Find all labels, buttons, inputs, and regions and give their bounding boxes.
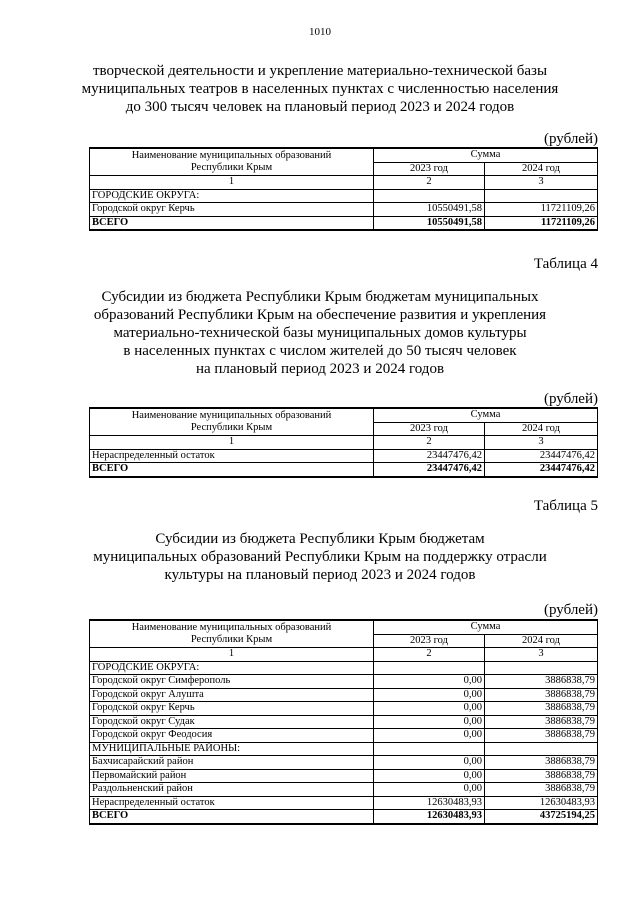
group-label: ГОРОДСКИЕ ОКРУГА: [90,661,374,675]
section1-units: (рублей) [543,131,598,147]
row-value-2024: 3886838,79 [485,756,598,770]
section2-title-line: на плановый период 2023 и 2024 годов [195,361,445,377]
header-sum-cell: Сумма [374,408,598,422]
table-row [90,688,598,702]
group-row [90,189,598,203]
row-value-2024: 3886838,79 [485,769,598,783]
row-value-2023: 0,00 [374,702,485,716]
section1-title-line: творческой деятельности и укрепление материально-технической базы [92,63,548,79]
total-row [90,463,598,477]
column-number: 1 [90,436,374,450]
header-name-line: Республики Крым [190,422,273,433]
section3-title-line: муниципальных образований Республики Крым на поддержку отрасли [93,549,547,565]
section2-title-line: Субсидии из бюджета Республики Крым бюджетам муниципальных [101,289,539,305]
row-value-2023: 0,00 [374,783,485,797]
section2-units: (рублей) [543,391,598,407]
section2-title [0,288,640,378]
total-2023: 23447476,42 [374,463,485,477]
row-name: Нераспределенный остаток [90,449,374,463]
row-name: Городской округ Феодосия [90,729,374,743]
row-value-2023: 12630483,93 [374,796,485,810]
header-name-cell [90,148,374,176]
row-value-2023: 0,00 [374,715,485,729]
row-value-2023: 0,00 [374,756,485,770]
section3-units: (рублей) [543,602,598,618]
row-value-2023: 0,00 [374,729,485,743]
row-name: Раздольненский район [90,783,374,797]
row-name: Городской округ Керчь [90,702,374,716]
group-label: ГОРОДСКИЕ ОКРУГА: [90,189,374,203]
table-5-label: Таблица 5 [533,498,598,514]
group-label: МУНИЦИПАЛЬНЫЕ РАЙОНЫ: [90,742,374,756]
section1-title-line: муниципальных театров в населенных пунктах с численностью населения [81,81,559,97]
total-label: ВСЕГО [90,463,374,477]
row-value-2024: 3886838,79 [485,675,598,689]
row-value-2024: 3886838,79 [485,688,598,702]
row-value-2024: 23447476,42 [485,449,598,463]
section1-title-line: до 300 тысяч человек на плановый период 2023 и 2024 годов [125,99,515,115]
row-value-2024: 11721109,26 [485,203,598,217]
column-number: 3 [485,176,598,190]
total-2023: 10550491,58 [374,216,485,230]
total-row [90,216,598,230]
column-number-row [90,648,598,662]
table-row [90,756,598,770]
header-name-line: Республики Крым [190,634,273,645]
group-row [90,742,598,756]
total-label: ВСЕГО [90,216,374,230]
header-year-2023: 2023 год [374,162,485,176]
column-number: 2 [374,648,485,662]
total-label: ВСЕГО [90,810,374,824]
total-2023: 12630483,93 [374,810,485,824]
section2-table [89,407,598,478]
group-row [90,661,598,675]
header-sum-cell: Сумма [374,620,598,634]
column-number: 3 [485,648,598,662]
total-2024: 11721109,26 [485,216,598,230]
table-row [90,783,598,797]
row-name: Городской округ Судак [90,715,374,729]
page-number: 1010 [309,26,331,38]
row-name: Городской округ Керчь [90,203,374,217]
header-name-line: Наименование муниципальных образований [131,149,332,161]
header-name-cell [90,408,374,436]
header-name-line: Наименование муниципальных образований [131,621,332,633]
row-value-2024: 3886838,79 [485,702,598,716]
table-header-row [90,148,598,162]
section3-table [89,619,598,825]
row-value-2024: 3886838,79 [485,729,598,743]
section3-title-line: культуры на плановый период 2023 и 2024 годов [164,567,476,583]
total-2024: 43725194,25 [485,810,598,824]
header-year-2024: 2024 год [485,422,598,436]
header-year-2023: 2023 год [374,422,485,436]
row-value-2023: 0,00 [374,688,485,702]
section2-title-line: образований Республики Крым на обеспечение развития и укрепления [93,307,547,323]
table-row [90,675,598,689]
row-name: Нераспределенный остаток [90,796,374,810]
table-header-row [90,408,598,422]
table-row [90,203,598,217]
row-name: Городской округ Алушта [90,688,374,702]
row-value-2024: 3886838,79 [485,783,598,797]
row-value-2024: 3886838,79 [485,715,598,729]
row-name: Первомайский район [90,769,374,783]
column-number-row [90,176,598,190]
section3-title-line: Субсидии из бюджета Республики Крым бюджетам [155,531,485,547]
row-name: Бахчисарайский район [90,756,374,770]
total-row [90,810,598,824]
table-row [90,796,598,810]
column-number: 2 [374,176,485,190]
header-year-2023: 2023 год [374,634,485,648]
total-2024: 23447476,42 [485,463,598,477]
table-row [90,702,598,716]
table-4-label: Таблица 4 [533,256,598,272]
row-value-2023: 0,00 [374,675,485,689]
header-name-cell [90,620,374,648]
header-year-2024: 2024 год [485,162,598,176]
row-value-2024: 12630483,93 [485,796,598,810]
table-row [90,729,598,743]
row-value-2023: 0,00 [374,769,485,783]
row-value-2023: 23447476,42 [374,449,485,463]
header-sum-cell: Сумма [374,148,598,162]
column-number-row [90,436,598,450]
column-number: 1 [90,176,374,190]
column-number: 2 [374,436,485,450]
table-row [90,449,598,463]
column-number: 1 [90,648,374,662]
section1-table [89,147,598,231]
row-value-2023: 10550491,58 [374,203,485,217]
table-header-row [90,620,598,634]
section1-title [0,62,640,116]
table-row [90,769,598,783]
header-year-2024: 2024 год [485,634,598,648]
header-name-line: Наименование муниципальных образований [131,409,332,421]
header-name-line: Республики Крым [190,162,273,173]
table-row [90,715,598,729]
section3-title [0,530,640,584]
section2-title-line: в населенных пунктах с числом жителей до 50 тысяч человек [123,343,517,359]
row-name: Городской округ Симферополь [90,675,374,689]
section2-title-line: материально-технической базы муниципальных домов культуры [113,325,527,341]
column-number: 3 [485,436,598,450]
